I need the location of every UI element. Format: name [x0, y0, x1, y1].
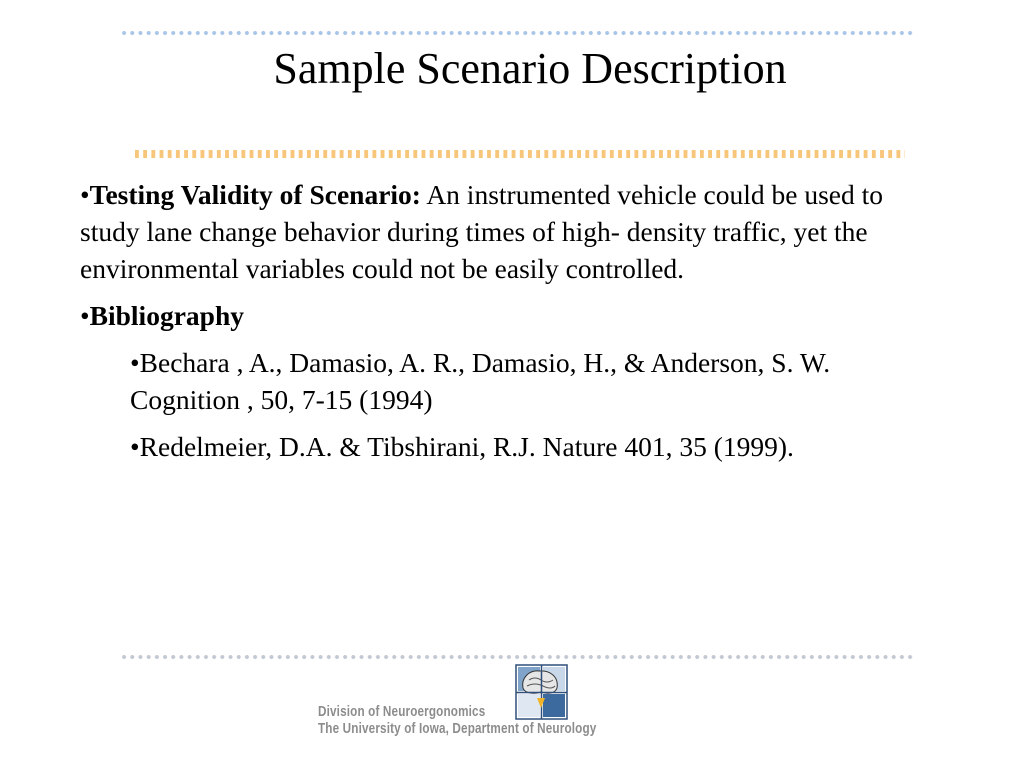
bullet-marker: • — [80, 179, 90, 210]
bullet-label: Testing Validity of Scenario: — [89, 179, 421, 210]
bullet-marker: • — [130, 347, 140, 378]
footer-university: The University of Iowa, Department of Neurology — [318, 720, 597, 737]
bullet-text: An instrumented vehicle could be used to study lane change behavior during times of high- density traffic, yet the environmental variables could not be easily controlled. — [80, 179, 884, 284]
bullet-marker: • — [80, 300, 90, 331]
bottom-dotted-divider — [120, 654, 915, 660]
slide-title: Sample Scenario Description — [273, 44, 787, 93]
footer-institution — [318, 703, 596, 737]
footer-division: Division of Neuroergonomics — [318, 703, 486, 720]
title-underline-divider — [135, 150, 905, 158]
bullet-marker: • — [130, 431, 140, 462]
bullet-testing-validity — [80, 176, 930, 287]
reference-text: Bechara , A., Damasio, A. R., Damasio, H., & Anderson, S. W. Cognition , 50, 7-15 (1994) — [130, 347, 831, 415]
reference-item — [130, 428, 930, 465]
slide-body — [80, 176, 930, 475]
reference-item — [130, 344, 930, 418]
bullet-label: Bibliography — [89, 300, 244, 331]
top-dotted-divider — [120, 30, 915, 36]
reference-text: Redelmeier, D.A. & Tibshirani, R.J. Nature 401, 35 (1999). — [139, 431, 794, 462]
bullet-bibliography — [80, 297, 930, 334]
